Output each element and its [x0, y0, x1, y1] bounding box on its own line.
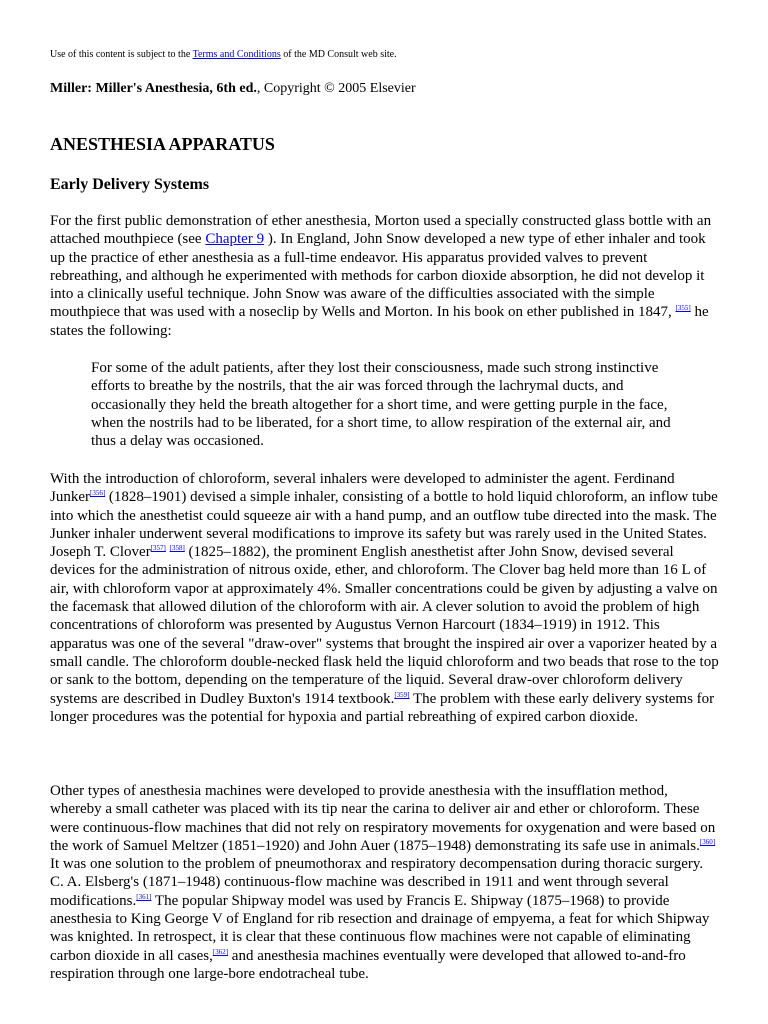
- reference-362-link[interactable]: [362]: [212, 947, 229, 956]
- reference-356: [90, 489, 105, 497]
- paragraph-text: It was one solution to the problem of pneumothorax and respiratory decompensation during thoracic surgery. C. A. Elsberg's (1871–1948) continuous-flow machine was described in 1911 and went through several modifications.: [50, 856, 704, 909]
- paragraph-text: ). In England, John Snow developed a new type of ether inhaler and took up the practice of ether anesthesia as a full-time endeavor. His apparatus provided valves to prevent rebreathing, and although he experimented with methods for carbon dioxide absorption, he did not develop it into a clinically useful technique. John Snow was aware of the difficulties associated with the simple mouthpiece that was used with a noseclip by Wells and Morton. In his book on ether published in 1847,: [50, 231, 706, 321]
- chapter-9-link[interactable]: Chapter 9: [205, 231, 265, 248]
- paragraph-text: With the introduction of chloroform, several inhalers were developed to administer the agent. Ferdinand Junker: [50, 471, 675, 506]
- paragraph-text: The popular Shipway model was used by Francis E. Shipway (1875–1968) to provide anesthesia to King George V of England for rib resection and drainage of empyema, a feat for which Shipway was knighted. In retrospect, it is clear that these continuous flow machines were not capable of eliminating carbon dioxide in all cases,: [50, 892, 710, 964]
- terms-notice: [50, 48, 397, 61]
- terms-and-conditions-link[interactable]: Terms and Conditions: [192, 49, 281, 60]
- reference-361-link[interactable]: [361]: [136, 892, 152, 901]
- reference-362: [213, 948, 228, 956]
- section-subtitle: Early Delivery Systems: [50, 176, 210, 193]
- reference-360: [700, 838, 715, 846]
- paragraph-text: Other types of anesthesia machines were developed to provide anesthesia with the insufflation method, whereby a small catheter was placed with its tip near the carina to deliver air and ether or chloroform. These were continuous-flow machines that did not rely on respiratory movements for oxygenation and were based on the work of Samuel Meltzer (1851–1920) and John Auer (1875–1948) demonstrating its safe use in animals.: [50, 783, 716, 854]
- reference-357: [151, 544, 166, 552]
- paragraph-3: [50, 782, 719, 983]
- paragraph-text: (1828–1901) devised a simple inhaler, consisting of a bottle to hold liquid chloroform, an inflow tube into which the anesthetist could squeeze air with a hand pump, and an outflow tube directed into the mask. The Junker inhaler underwent several modifications to improve its safety but was rarely used in the United States. Joseph T. Clover: [50, 489, 718, 561]
- reference-359-link[interactable]: [359]: [394, 690, 410, 699]
- copyright-text: , Copyright © 2005 Elsevier: [256, 81, 416, 96]
- paragraph-text: (1825–1882), the prominent English anesthetist after John Snow, devised several devices for the administration of nitrous oxide, ether, and chloroform. The Clover bag held more than 16 L of air, with chloroform vapor at approximately 4%. Smaller concentrations could be given by adjusting a valve on the facemask that allowed dilution of the chloroform with air. A clever solution to avoid the problem of high concentrations of chloroform was presented by Augustus Vernon Harcourt (1834–1919) in 1912. This apparatus was one of the several "draw-over" systems that brought the inspired air over a vaporizer heated by a small candle. The chloroform double-necked flask held the liquid chloroform and two beads that rose to the top or sank to the bottom, depending on the temperature of the liquid. Several draw-over chloroform delivery systems are described in Dudley Buxton's 1914 textbook.: [50, 544, 719, 707]
- reference-357-link[interactable]: [357]: [150, 544, 166, 553]
- paragraph-2: [50, 470, 719, 726]
- block-quote: For some of the adult patients, after they lost their consciousness, made such strong instinctive efforts to breathe by the nostrils, that the air was forced through the lachrymal ducts, and occasionally they held the breath altogether for a short time, and were getting purple in the face, when the nostrils had to be liberated, for a short time, to allow respiration of the external air, and thus a delay was occasioned.: [91, 360, 671, 450]
- book-citation: [50, 80, 416, 98]
- reference-361: [136, 893, 151, 901]
- reference-358-link[interactable]: [358]: [169, 544, 185, 553]
- reference-359: [394, 691, 409, 699]
- paragraph-text: he states the following:: [50, 304, 709, 339]
- paragraph-1: [50, 212, 719, 340]
- reference-356-link[interactable]: [356]: [90, 489, 106, 498]
- reference-360-link[interactable]: [360]: [699, 837, 716, 846]
- paragraph-text: The problem with these early delivery systems for longer procedures was the potential for hypoxia and partial rebreathing of expired carbon dioxide.: [50, 690, 715, 725]
- reference-358: [170, 544, 185, 552]
- terms-prefix: Use of this content is subject to the: [50, 49, 193, 60]
- reference-355-link[interactable]: [355]: [675, 304, 691, 313]
- book-title: Miller: Miller's Anesthesia, 6th ed.: [50, 81, 257, 96]
- paragraph-text: and anesthesia machines eventually were developed that allowed to-and-fro respiration through one large-bore endotracheal tube.: [50, 947, 686, 982]
- section-title: ANESTHESIA APPARATUS: [50, 134, 275, 154]
- reference-355: [676, 304, 691, 312]
- terms-suffix: of the MD Consult web site.: [280, 49, 397, 60]
- paragraph-text: For the first public demonstration of ether anesthesia, Morton used a specially constructed glass bottle with an attached mouthpiece (see: [50, 213, 712, 248]
